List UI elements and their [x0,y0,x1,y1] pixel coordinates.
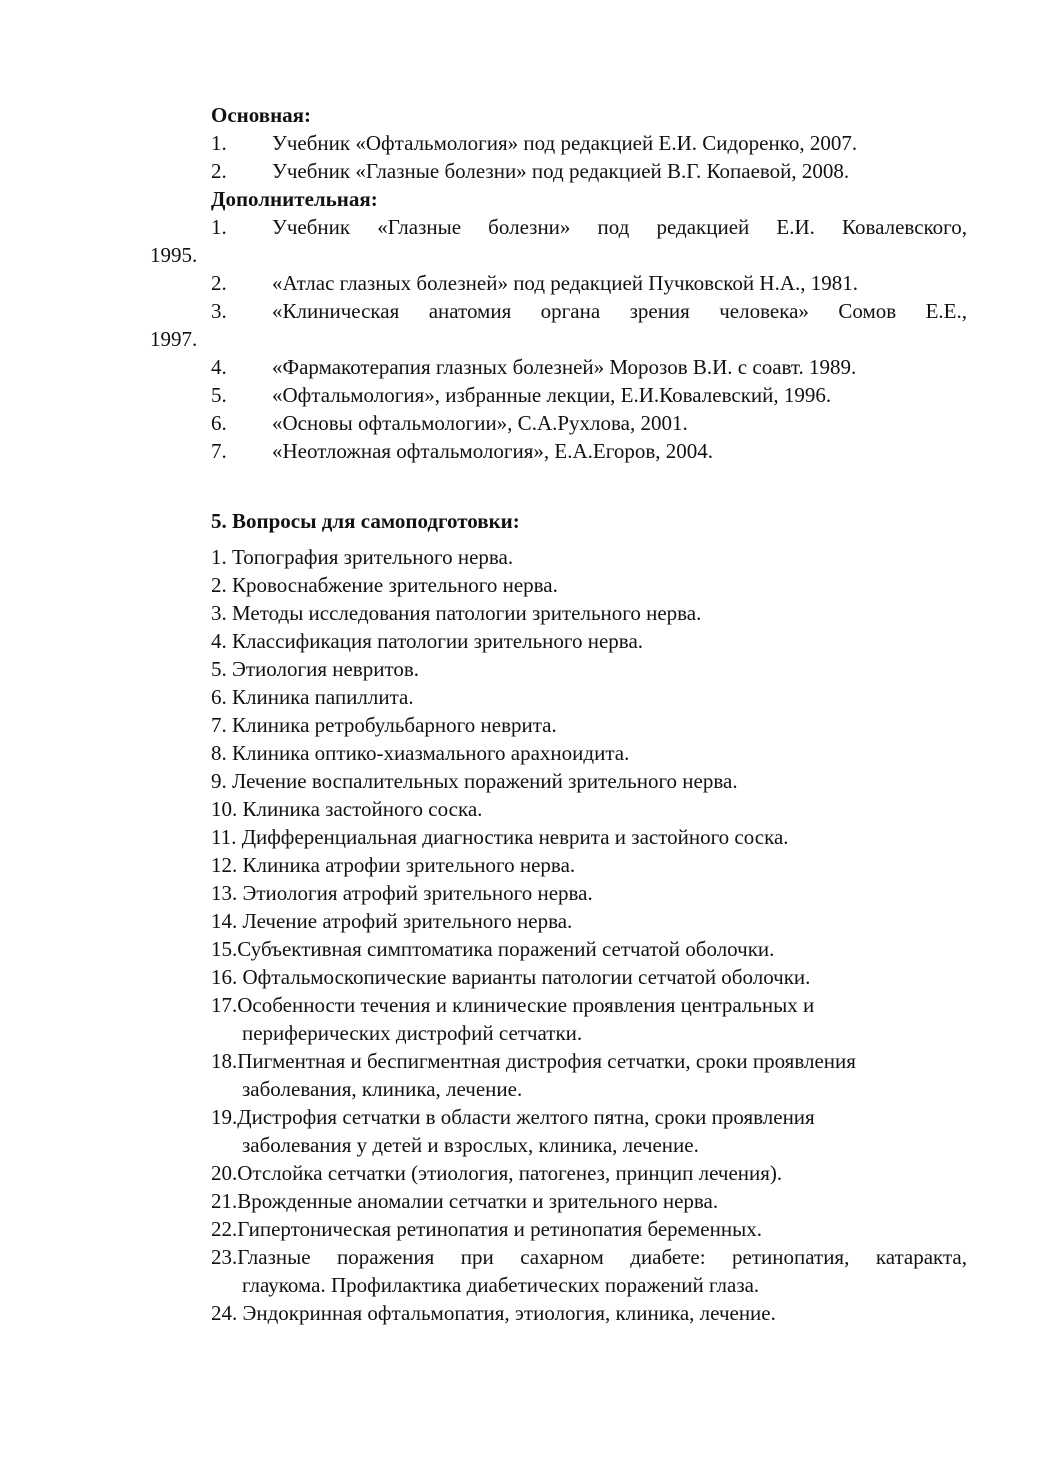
question-item [211,599,967,627]
question-item [211,879,967,907]
item-number: 6. [211,411,227,435]
item-text: «Атлас глазных болезней» под редакцией Пучковской Н.А., 1981. [272,271,858,295]
question-text: 8. Клиника оптико-хиазмального арахноидита. [211,741,630,765]
item-number: 2. [211,159,227,183]
question-text: 3. Методы исследования патологии зрительного нерва. [211,601,702,625]
question-text: 11. Дифференциальная диагностика неврита и застойного соска. [211,825,789,849]
question-item [211,1159,967,1187]
question-item [211,571,967,599]
question-text-continuation: заболевания у детей и взрослых, клиника, лечение. [242,1133,699,1157]
main-literature-heading: Основная: [211,103,312,127]
question-text: 21.Врожденные аномалии сетчатки и зрительного нерва. [211,1189,719,1213]
question-item [211,543,967,571]
question-item [211,907,967,935]
item-text-continuation: 1997. [150,327,198,351]
question-text: 12. Клиника атрофии зрительного нерва. [211,853,576,877]
question-text: 5. Этиология невритов. [211,657,420,681]
item-number: 1. [211,131,227,155]
question-text: 2. Кровоснабжение зрительного нерва. [211,573,558,597]
additional-literature-item [211,353,967,381]
question-text: 14. Лечение атрофий зрительного нерва. [211,909,573,933]
item-text: «Фармакотерапия глазных болезней» Морозов В.И. с соавт. 1989. [272,355,857,379]
question-text-continuation: заболевания, клиника, лечение. [242,1077,523,1101]
question-text: 10. Клиника застойного соска. [211,797,483,821]
additional-literature-item [211,381,967,409]
question-text: 13. Этиология атрофий зрительного нерва. [211,881,593,905]
additional-literature-item [150,297,967,351]
question-text: 20.Отслойка сетчатки (этиология, патогенез, принцип лечения). [211,1161,783,1185]
item-number: 3. [211,299,227,323]
item-number: 1. [211,215,227,239]
question-text: 4. Классификация патологии зрительного нерва. [211,629,644,653]
question-text: 23.Глазные поражения при сахарном диабете: ретинопатия, катаракта, [211,1245,967,1269]
question-item [211,963,967,991]
question-text: 22.Гипертоническая ретинопатия и ретинопатия беременных. [211,1217,762,1241]
questions-heading: 5. Вопросы для самоподготовки: [211,509,520,533]
question-text: 6. Клиника папиллита. [211,685,414,709]
question-item [211,935,967,963]
question-text: 17.Особенности течения и клинические проявления центральных и [211,993,815,1017]
item-number: 2. [211,271,227,295]
item-text: Учебник «Офтальмология» под редакцией Е.И. Сидоренко, 2007. [272,131,858,155]
question-text-continuation: глаукома. Профилактика диабетических поражений глаза. [242,1273,760,1297]
item-text: «Клиническая анатомия органа зрения человека» Сомов Е.Е., [272,299,967,323]
question-item [211,1103,967,1159]
question-item [211,1187,967,1215]
question-item [211,767,967,795]
main-literature-item [211,129,967,157]
item-number: 4. [211,355,227,379]
item-text: Учебник «Глазные болезни» под редакцией Е.И. Ковалевского, [272,215,967,239]
question-item [211,795,967,823]
question-text: 24. Эндокринная офтальмопатия, этиология, клиника, лечение. [211,1301,776,1325]
question-text: 18.Пигментная и беспигментная дистрофия сетчатки, сроки проявления [211,1049,856,1073]
question-text: 15.Субъективная симптоматика поражений сетчатой оболочки. [211,937,775,961]
question-item [211,627,967,655]
item-number: 7. [211,439,227,463]
question-item [211,991,967,1047]
question-item [211,1047,967,1103]
question-item [211,851,967,879]
question-text: 7. Клиника ретробульбарного неврита. [211,713,557,737]
question-item [211,1299,967,1327]
additional-literature-heading: Дополнительная: [211,187,378,211]
additional-literature-item [211,409,967,437]
item-text: Учебник «Глазные болезни» под редакцией В.Г. Копаевой, 2008. [272,159,850,183]
main-literature-item [211,157,967,185]
additional-literature-item [211,269,967,297]
item-number: 5. [211,383,227,407]
question-text: 9. Лечение воспалительных поражений зрительного нерва. [211,769,738,793]
item-text: «Основы офтальмологии», С.А.Рухлова, 2001. [272,411,688,435]
question-text: 19.Дистрофия сетчатки в области желтого пятна, сроки проявления [211,1105,815,1129]
question-item [211,1215,967,1243]
question-item [211,1243,967,1299]
question-item [211,655,967,683]
item-text: «Офтальмология», избранные лекции, Е.И.Ковалевский, 1996. [272,383,832,407]
question-text: 1. Топография зрительного нерва. [211,545,514,569]
question-item [211,823,967,851]
additional-literature-item [150,213,967,267]
question-text-continuation: периферических дистрофий сетчатки. [242,1021,583,1045]
question-text: 16. Офтальмоскопические варианты патологии сетчатой оболочки. [211,965,811,989]
additional-literature-item [211,437,967,465]
question-item [211,739,967,767]
question-item [211,683,967,711]
item-text-continuation: 1995. [150,243,198,267]
question-item [211,711,967,739]
item-text: «Неотложная офтальмология», Е.А.Егоров, 2004. [272,439,713,463]
